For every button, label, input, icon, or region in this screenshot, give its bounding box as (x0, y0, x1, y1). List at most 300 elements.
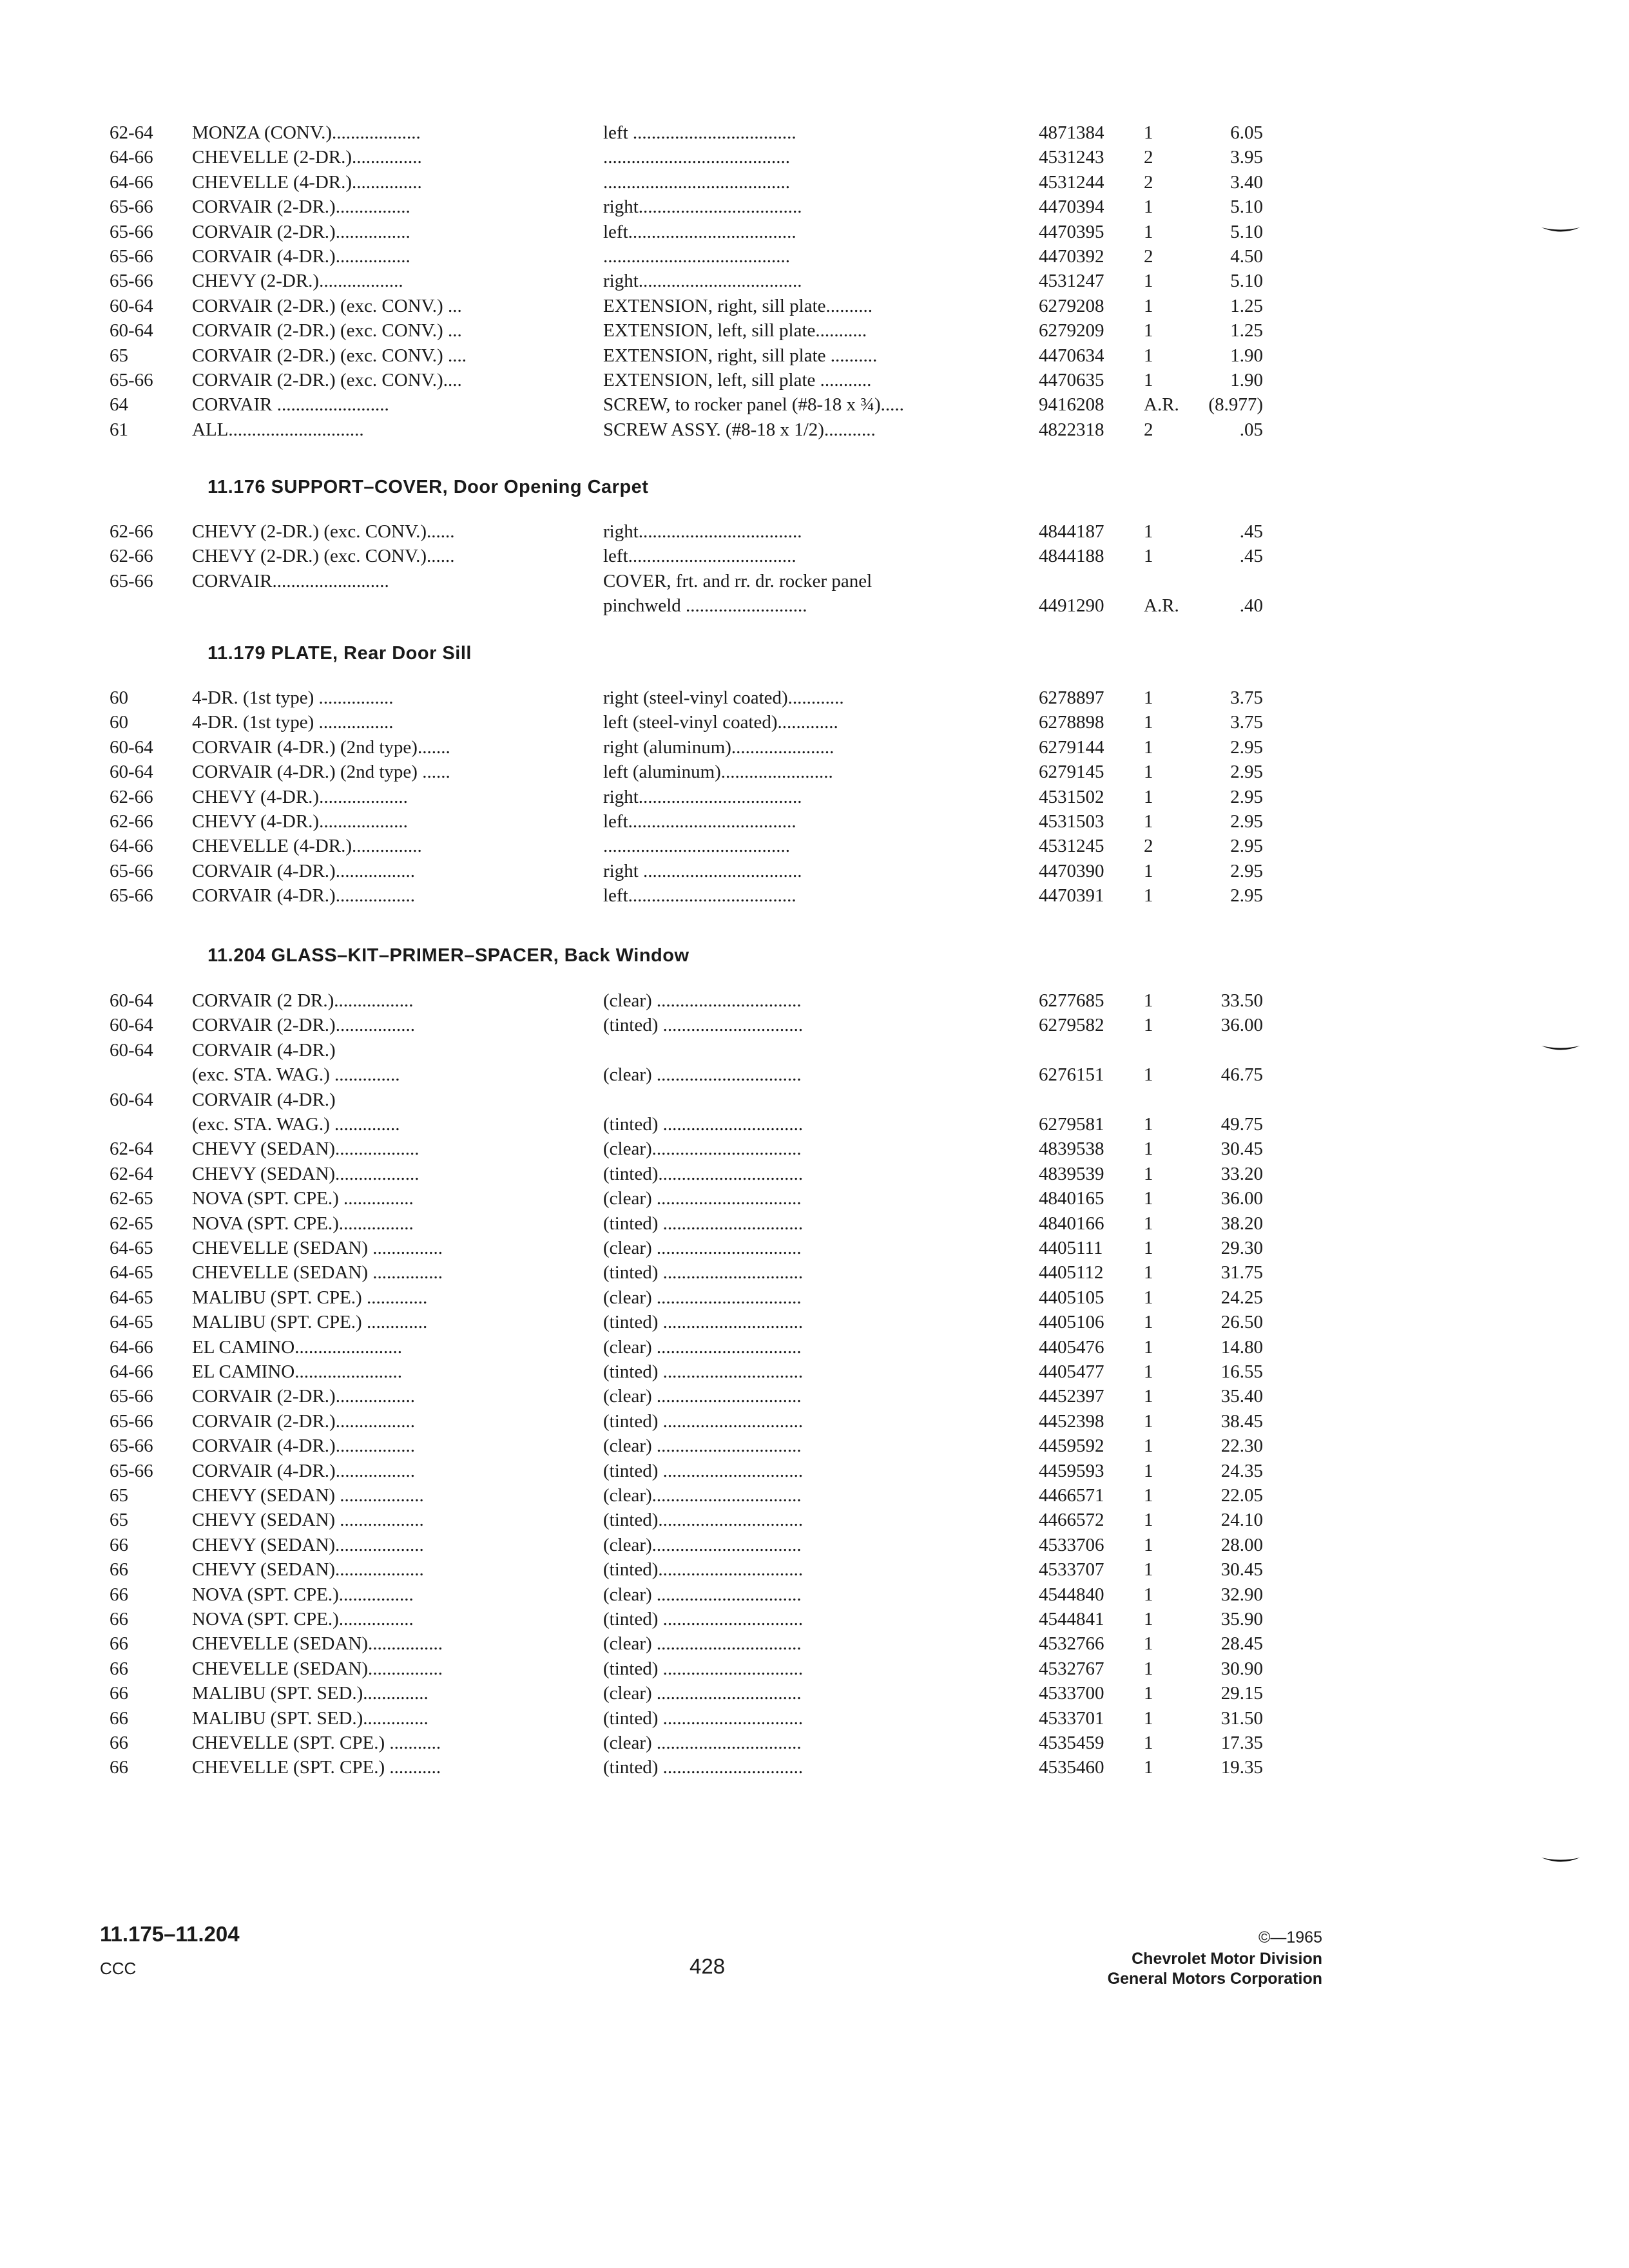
part-description: (clear) ............................... (603, 1733, 802, 1753)
list-price: 5.10 (1230, 197, 1263, 218)
model-years: 62-66 (110, 786, 153, 807)
quantity: 1 (1144, 811, 1153, 832)
part-number: 4452398 (1039, 1410, 1104, 1432)
parts-row (0, 1458, 1629, 1484)
model-name: CHEVELLE (SEDAN) ............... (192, 1262, 443, 1283)
quantity: A.R. (1144, 595, 1179, 617)
part-description: (tinted) .............................. (603, 1213, 804, 1234)
list-price: 38.45 (1220, 1410, 1263, 1432)
quantity: 1 (1144, 1658, 1153, 1679)
part-description: (clear) ............................... (603, 1683, 802, 1704)
model-years: 64-66 (110, 1361, 153, 1382)
part-number: 6278898 (1039, 712, 1104, 733)
parts-row (0, 1012, 1629, 1038)
list-price: .05 (1239, 419, 1263, 440)
quantity: 1 (1144, 295, 1153, 316)
part-number: 6279144 (1039, 736, 1104, 758)
model-name: CORVAIR ........................ (192, 394, 389, 416)
part-number: 6276151 (1039, 1064, 1104, 1086)
model-name: CORVAIR (2-DR.)................. (192, 1015, 415, 1036)
model-name: CORVAIR (4-DR.) (2nd type) ...... (192, 762, 450, 783)
quantity: 1 (1144, 860, 1153, 881)
list-price: 38.20 (1220, 1213, 1263, 1234)
part-description: left.................................... (603, 885, 796, 907)
model-years: 64-66 (110, 147, 153, 168)
part-description: EXTENSION, left, sill plate........... (603, 320, 867, 341)
parts-row (0, 144, 1629, 170)
list-price: 5.10 (1230, 221, 1263, 242)
part-number: 9416208 (1039, 394, 1104, 416)
part-number: 4405112 (1039, 1262, 1104, 1283)
part-number: 4532766 (1039, 1633, 1104, 1655)
list-price: .45 (1239, 546, 1263, 567)
page-number: 428 (689, 1954, 726, 1978)
part-description: (tinted) .............................. (603, 1757, 804, 1778)
model-years: 66 (110, 1757, 128, 1778)
part-description: SCREW ASSY. (#8-18 x 1/2)........... (603, 419, 876, 440)
model-name: CORVAIR (2-DR.)................. (192, 1410, 415, 1432)
model-years: 65-66 (110, 1436, 153, 1457)
model-years: 65-66 (110, 1460, 153, 1481)
quantity: 1 (1144, 1386, 1153, 1407)
quantity: 1 (1144, 1114, 1153, 1135)
section-heading: 11.176 SUPPORT–COVER, Door Opening Carpet (207, 477, 649, 497)
parts-row (0, 709, 1629, 735)
quantity: 2 (1144, 246, 1153, 267)
quantity: 1 (1144, 1287, 1153, 1308)
list-price: (8.977) (1208, 394, 1263, 416)
list-price: .45 (1239, 521, 1263, 542)
model-years: 62-64 (110, 122, 153, 143)
part-number: 6279208 (1039, 295, 1104, 316)
model-years: 60-64 (110, 1089, 153, 1110)
parts-row (0, 1037, 1629, 1063)
part-description: (clear) ............................... (603, 1064, 802, 1086)
part-description: right .................................. (603, 860, 802, 881)
model-name: CORVAIR (4-DR.) (192, 1039, 336, 1061)
model-name: CHEVELLE (SEDAN)................ (192, 1633, 443, 1655)
part-description: (clear) ............................... (603, 1386, 802, 1407)
quantity: 1 (1144, 345, 1153, 366)
model-name: CORVAIR (2 DR.)................. (192, 990, 414, 1011)
model-name: NOVA (SPT. CPE.)................ (192, 1584, 414, 1605)
part-description: right (aluminum)...................... (603, 736, 834, 758)
list-price: 35.40 (1220, 1386, 1263, 1407)
part-number: 4531245 (1039, 836, 1104, 857)
parts-row (0, 1309, 1629, 1335)
model-years: 65-66 (110, 197, 153, 218)
quantity: 2 (1144, 171, 1153, 193)
part-description: (clear)................................ (603, 1139, 802, 1160)
model-name: NOVA (SPT. CPE.)................ (192, 1213, 414, 1234)
model-name: CORVAIR (2-DR.)................. (192, 1386, 415, 1407)
part-description: (tinted) .............................. (603, 1707, 804, 1729)
model-name: CHEVY (SEDAN).................. (192, 1139, 419, 1160)
parts-row (0, 1532, 1629, 1558)
quantity: 1 (1144, 1312, 1153, 1333)
part-description: (tinted) .............................. (603, 1410, 804, 1432)
model-name: CHEVELLE (SPT. CPE.) ........... (192, 1733, 441, 1753)
model-years: 65 (110, 345, 128, 366)
list-price: 16.55 (1220, 1361, 1263, 1382)
quantity: 1 (1144, 1485, 1153, 1506)
quantity: 1 (1144, 1188, 1153, 1209)
model-name: MALIBU (SPT. CPE.) ............. (192, 1312, 428, 1333)
list-price: 5.10 (1230, 271, 1263, 292)
list-price: 4.50 (1230, 246, 1263, 267)
model-years: 64-66 (110, 1336, 153, 1358)
part-number: 4405476 (1039, 1336, 1104, 1358)
list-price: 49.75 (1220, 1114, 1263, 1135)
parts-row (0, 1235, 1629, 1261)
part-number: 6279581 (1039, 1114, 1104, 1135)
part-number: 4544841 (1039, 1609, 1104, 1629)
part-description: left.................................... (603, 221, 796, 242)
model-name: CORVAIR (4-DR.)................. (192, 885, 415, 907)
part-description: (tinted) .............................. (603, 1361, 804, 1382)
model-years: 62-65 (110, 1188, 153, 1209)
model-name: EL CAMINO....................... (192, 1361, 402, 1382)
list-price: 1.25 (1230, 320, 1263, 341)
part-number: 4470392 (1039, 246, 1104, 267)
quantity: 1 (1144, 1584, 1153, 1605)
model-name: MALIBU (SPT. CPE.) ............. (192, 1287, 428, 1308)
part-number: 4531502 (1039, 786, 1104, 807)
model-name: MALIBU (SPT. SED.).............. (192, 1707, 429, 1729)
list-price: 14.80 (1220, 1336, 1263, 1358)
part-number: 4405477 (1039, 1361, 1104, 1382)
quantity: 1 (1144, 712, 1153, 733)
model-years: 66 (110, 1584, 128, 1605)
part-description: (tinted) .............................. (603, 1460, 804, 1481)
model-name: CORVAIR (4-DR.)................. (192, 1460, 415, 1481)
quantity: 1 (1144, 990, 1153, 1011)
list-price: 36.00 (1220, 1015, 1263, 1036)
list-price: 30.90 (1220, 1658, 1263, 1679)
parts-row (0, 293, 1629, 319)
quantity: 1 (1144, 1410, 1153, 1432)
quantity: 1 (1144, 736, 1153, 758)
list-price: 2.95 (1230, 811, 1263, 832)
quantity: 1 (1144, 1510, 1153, 1531)
parts-row (0, 1507, 1629, 1533)
model-years: 64-65 (110, 1312, 153, 1333)
list-price: 24.10 (1220, 1510, 1263, 1531)
model-name: MONZA (CONV.)................... (192, 122, 421, 143)
quantity: 1 (1144, 122, 1153, 143)
model-years: 60-64 (110, 990, 153, 1011)
part-number: 6279209 (1039, 320, 1104, 341)
model-years: 66 (110, 1633, 128, 1655)
model-name: CHEVELLE (SEDAN)................ (192, 1658, 443, 1679)
parts-row (0, 1706, 1629, 1731)
part-description: (tinted) .............................. (603, 1609, 804, 1629)
model-years: 64-65 (110, 1287, 153, 1308)
part-number: 4470635 (1039, 370, 1104, 390)
model-years: 66 (110, 1683, 128, 1704)
model-name: CORVAIR (2-DR.) (exc. CONV.) .... (192, 345, 467, 366)
quantity: 2 (1144, 147, 1153, 168)
list-price: 33.20 (1220, 1163, 1263, 1184)
parts-row (0, 809, 1629, 834)
model-years: 65 (110, 1485, 128, 1506)
parts-row (0, 1285, 1629, 1311)
part-description: (tinted) .............................. (603, 1262, 804, 1283)
part-description: ........................................ (603, 171, 790, 193)
parts-row (0, 367, 1629, 393)
model-name: MALIBU (SPT. SED.).............. (192, 1683, 429, 1704)
part-number: 4405111 (1039, 1238, 1103, 1258)
quantity: 1 (1144, 1163, 1153, 1184)
model-years: 60 (110, 712, 128, 733)
quantity: 1 (1144, 1064, 1153, 1086)
part-description: (clear) ............................... (603, 1584, 802, 1605)
part-description: left.................................... (603, 546, 796, 567)
model-name: CHEVELLE (4-DR.)............... (192, 836, 422, 857)
model-name: CHEVELLE (4-DR.)............... (192, 171, 422, 193)
part-number: 4459592 (1039, 1436, 1104, 1457)
list-price: 3.95 (1230, 147, 1263, 168)
part-number: 4532767 (1039, 1658, 1104, 1679)
model-name: CHEVY (SEDAN)................... (192, 1559, 424, 1581)
quantity: 1 (1144, 1559, 1153, 1581)
model-years: 60-64 (110, 1039, 153, 1061)
part-description: right (steel-vinyl coated)............ (603, 687, 844, 708)
parts-row (0, 1161, 1629, 1187)
model-name: CORVAIR (2-DR.) (exc. CONV.) ... (192, 320, 462, 341)
parts-row (0, 1136, 1629, 1162)
part-description: (clear) ............................... (603, 1336, 802, 1358)
list-price: 2.95 (1230, 786, 1263, 807)
parts-row (0, 1062, 1629, 1088)
part-description: (tinted) .............................. (603, 1312, 804, 1333)
model-years: 66 (110, 1707, 128, 1729)
list-price: 2.95 (1230, 736, 1263, 758)
part-number: 4531503 (1039, 811, 1104, 832)
parts-row (0, 1483, 1629, 1508)
model-name: CORVAIR......................... (192, 570, 389, 591)
list-price: 31.50 (1220, 1707, 1263, 1729)
part-number: 4466571 (1039, 1485, 1104, 1506)
quantity: 1 (1144, 885, 1153, 907)
part-description: right................................... (603, 197, 802, 218)
quantity: 1 (1144, 1436, 1153, 1457)
quantity: 1 (1144, 786, 1153, 807)
model-years: 65 (110, 1510, 128, 1531)
list-price: 29.15 (1220, 1683, 1263, 1704)
list-price: 46.75 (1220, 1064, 1263, 1086)
model-years: 60 (110, 687, 128, 708)
model-name: 4-DR. (1st type) ................ (192, 712, 394, 733)
part-number: 6277685 (1039, 990, 1104, 1011)
part-description: ........................................ (603, 147, 790, 168)
list-price: 36.00 (1220, 1188, 1263, 1209)
parts-row (0, 1754, 1629, 1780)
part-number: 4844188 (1039, 546, 1104, 567)
parts-row (0, 417, 1629, 443)
model-years: 61 (110, 419, 128, 440)
model-name: CHEVY (SEDAN).................. (192, 1163, 419, 1184)
model-years: 60-64 (110, 736, 153, 758)
quantity: 1 (1144, 546, 1153, 567)
quantity: 1 (1144, 221, 1153, 242)
quantity: 1 (1144, 1015, 1153, 1036)
model-years: 66 (110, 1733, 128, 1753)
model-name: CORVAIR (2-DR.) (exc. CONV.) ... (192, 295, 462, 316)
model-years: 60-64 (110, 1015, 153, 1036)
model-years: 65-66 (110, 246, 153, 267)
list-price: 2.95 (1230, 885, 1263, 907)
parts-row (0, 244, 1629, 269)
model-name: CORVAIR (2-DR.)................ (192, 221, 410, 242)
part-number: 4844187 (1039, 521, 1104, 542)
part-number: 4839539 (1039, 1163, 1104, 1184)
model-years: 65-66 (110, 860, 153, 881)
parts-row (0, 343, 1629, 369)
parts-row (0, 1359, 1629, 1385)
list-price: 24.25 (1220, 1287, 1263, 1308)
list-price: 32.90 (1220, 1584, 1263, 1605)
model-years: 64-65 (110, 1238, 153, 1258)
list-price: 30.45 (1220, 1559, 1263, 1581)
model-name: (exc. STA. WAG.) .............. (192, 1064, 400, 1086)
part-number: 4535459 (1039, 1733, 1104, 1753)
section-heading: 11.179 PLATE, Rear Door Sill (207, 643, 472, 664)
part-number: 4533706 (1039, 1534, 1104, 1555)
model-name: CHEVY (SEDAN) .................. (192, 1510, 424, 1531)
model-years: 64 (110, 394, 128, 416)
part-description: EXTENSION, right, sill plate.......... (603, 295, 873, 316)
model-name: CHEVELLE (SEDAN) ............... (192, 1238, 443, 1258)
part-number: 4840165 (1039, 1188, 1104, 1209)
model-name: CHEVELLE (SPT. CPE.) ........... (192, 1757, 441, 1778)
part-number: 4459593 (1039, 1460, 1104, 1481)
model-name: CHEVY (SEDAN)................... (192, 1534, 424, 1555)
parts-row (0, 1730, 1629, 1756)
model-years: 60-64 (110, 320, 153, 341)
quantity: 2 (1144, 419, 1153, 440)
part-number: 4544840 (1039, 1584, 1104, 1605)
part-number: 4470390 (1039, 860, 1104, 881)
quantity: 1 (1144, 370, 1153, 390)
model-name: NOVA (SPT. CPE.)................ (192, 1609, 414, 1629)
model-years: 65-66 (110, 570, 153, 591)
quantity: 1 (1144, 1707, 1153, 1729)
list-price: 3.75 (1230, 687, 1263, 708)
part-description: (clear) ............................... (603, 1287, 802, 1308)
model-name: (exc. STA. WAG.) .............. (192, 1114, 400, 1135)
parts-row (0, 1557, 1629, 1582)
parts-row (0, 219, 1629, 245)
part-number: 4531243 (1039, 147, 1104, 168)
model-years: 66 (110, 1609, 128, 1629)
parts-row (0, 1606, 1629, 1632)
quantity: 1 (1144, 1460, 1153, 1481)
list-price: 30.45 (1220, 1139, 1263, 1160)
part-number: 4470634 (1039, 345, 1104, 366)
quantity: 1 (1144, 521, 1153, 542)
part-description: (tinted) .............................. (603, 1658, 804, 1679)
parts-row (0, 1408, 1629, 1434)
part-description: (tinted) .............................. (603, 1114, 804, 1135)
parts-row (0, 784, 1629, 810)
division-name: Chevrolet Motor Division (1132, 1950, 1322, 1968)
parts-row (0, 568, 1629, 594)
list-price: 17.35 (1220, 1733, 1263, 1753)
parts-row (0, 1186, 1629, 1211)
part-description: left.................................... (603, 811, 796, 832)
part-number: 4470394 (1039, 197, 1104, 218)
list-price: 19.35 (1220, 1757, 1263, 1778)
model-name: CORVAIR (4-DR.) (2nd type)....... (192, 736, 450, 758)
model-years: 62-66 (110, 521, 153, 542)
model-name: NOVA (SPT. CPE.) ............... (192, 1188, 414, 1209)
parts-row (0, 1631, 1629, 1657)
model-name: CORVAIR (4-DR.)................ (192, 246, 410, 267)
parts-row (0, 833, 1629, 859)
part-description: EXTENSION, right, sill plate .......... (603, 345, 878, 366)
quantity: 2 (1144, 836, 1153, 857)
part-description: SCREW, to rocker panel (#8-18 x ¾)..... (603, 394, 904, 416)
catalog-code: CCC (100, 1959, 137, 1978)
model-name: EL CAMINO....................... (192, 1336, 402, 1358)
quantity: A.R. (1144, 394, 1179, 416)
part-description: (tinted)............................... (603, 1510, 804, 1531)
parts-row (0, 169, 1629, 195)
quantity: 1 (1144, 1262, 1153, 1283)
part-description: (tinted)............................... (603, 1559, 804, 1581)
part-description: right................................... (603, 521, 802, 542)
part-number: 4470391 (1039, 885, 1104, 907)
part-number: 4491290 (1039, 595, 1104, 617)
quantity: 1 (1144, 1336, 1153, 1358)
model-years: 62-66 (110, 546, 153, 567)
part-number: 4533700 (1039, 1683, 1104, 1704)
parts-row (0, 988, 1629, 1014)
part-number: 4535460 (1039, 1757, 1104, 1778)
quantity: 1 (1144, 1683, 1153, 1704)
part-number: 6278897 (1039, 687, 1104, 708)
list-price: 28.45 (1220, 1633, 1263, 1655)
parts-row (0, 1260, 1629, 1285)
part-description: left ................................... (603, 122, 796, 143)
copyright: ©—1965 (1258, 1928, 1322, 1946)
part-number: 4531247 (1039, 271, 1104, 292)
part-number: 4840166 (1039, 1213, 1104, 1234)
model-name: ALL............................. (192, 419, 364, 440)
list-price: 24.35 (1220, 1460, 1263, 1481)
model-years: 65-66 (110, 370, 153, 390)
list-price: .40 (1239, 595, 1263, 617)
quantity: 1 (1144, 320, 1153, 341)
parts-row (0, 1582, 1629, 1608)
part-description: (clear) ............................... (603, 1633, 802, 1655)
parts-row (0, 1656, 1629, 1682)
model-name: CORVAIR (4-DR.)................. (192, 860, 415, 881)
parts-row (0, 519, 1629, 544)
part-description: EXTENSION, left, sill plate ........... (603, 370, 872, 390)
list-price: 28.00 (1220, 1534, 1263, 1555)
model-years: 65-66 (110, 1386, 153, 1407)
part-description: (tinted) .............................. (603, 1015, 804, 1036)
model-years: 64-65 (110, 1262, 153, 1283)
quantity: 1 (1144, 1609, 1153, 1629)
parts-row (0, 1211, 1629, 1236)
model-name: CHEVY (4-DR.)................... (192, 811, 408, 832)
section-heading: 11.204 GLASS–KIT–PRIMER–SPACER, Back Window (207, 945, 689, 966)
list-price: 2.95 (1230, 762, 1263, 783)
quantity: 1 (1144, 1238, 1153, 1258)
